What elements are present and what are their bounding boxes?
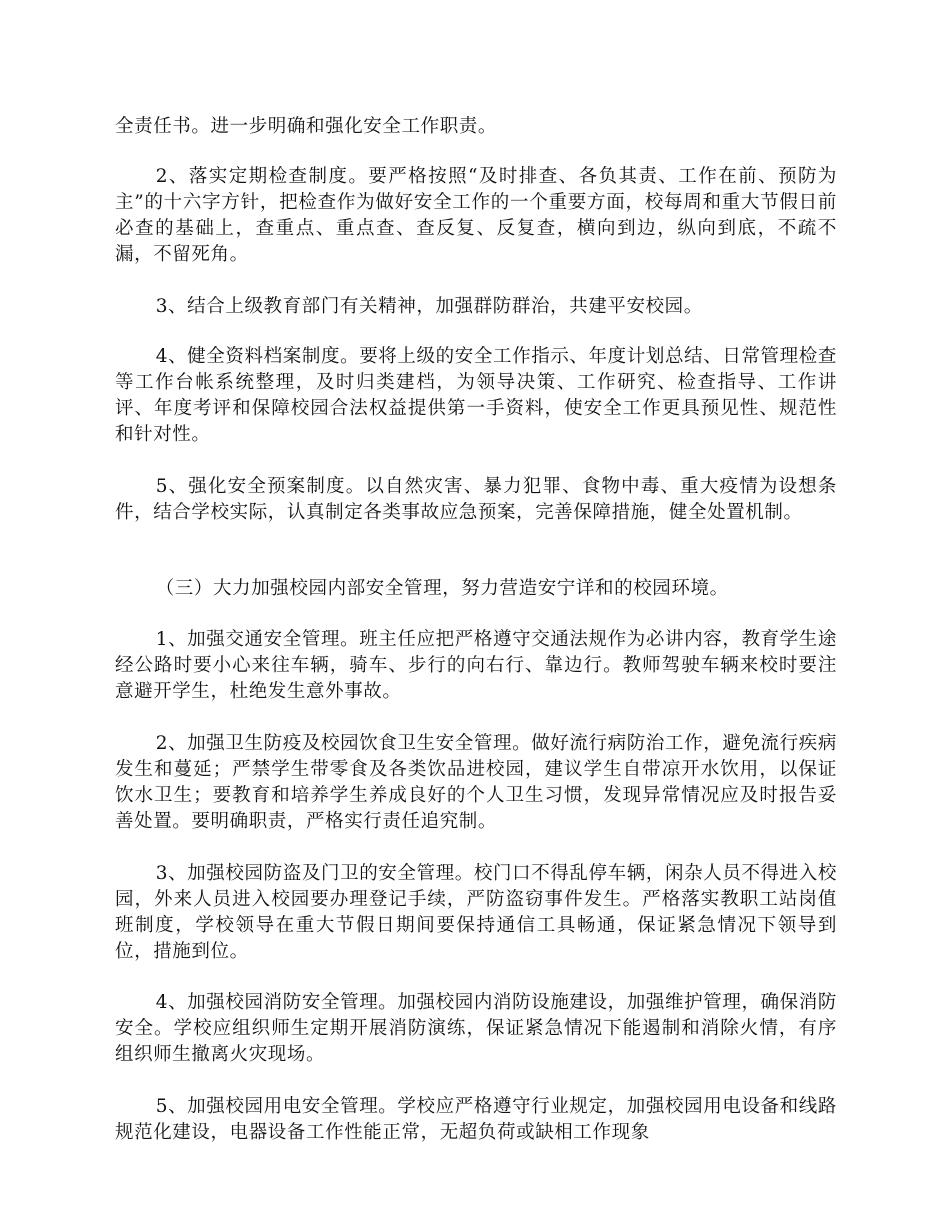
section-heading-3: （三）大力加强校园内部安全管理，努力营造安宁详和的校园环境。 bbox=[155, 578, 729, 599]
paragraph-item-5: 5、强化安全预案制度。以自然灾害、暴力犯罪、食物中毒、重大疫情为设想条件，结合学校实际，认真制定各类事故应急预案，完善保障措施，健全处置机制。 bbox=[115, 476, 837, 523]
paragraph-electric-safety: 5、加强校园用电安全管理。学校应严格遵守行业规定，加强校园用电设备和线路规范化建设，电器设备工作性能正常，无超负荷或缺相工作现象 bbox=[115, 1096, 837, 1143]
paragraph-item-2: 2、落实定期检查制度。要严格按照“及时排查、各负其责、工作在前、预防为主”的十六字方针，把检查作为做好安全工作的一个重要方面，校每周和重大节假日前必查的基础上，查重点、重点查、查反复、反复查，横向到边，纵向到底，不疏不漏，不留死角。 bbox=[115, 166, 837, 265]
paragraph-item-3: 3、结合上级教育部门有关精神，加强群防群治，共建平安校园。 bbox=[155, 296, 703, 317]
paragraph-fire-safety: 4、加强校园消防安全管理。加强校园内消防设施建设，加强维护管理，确保消防安全。学校应组织师生定期开展消防演练，保证紧急情况下能遏制和消除火情，有序组织师生撤离火灾现场。 bbox=[115, 992, 837, 1065]
paragraph-health-safety: 2、加强卫生防疫及校园饮食卫生安全管理。做好流行病防治工作，避免流行疾病发生和蔓延；严禁学生带零食及各类饮品进校园，建议学生自带凉开水饮用，以保证饮水卫生；要教育和培养学生养成良好的个人卫生习惯，发现异常情况应及时报告妥善处置。要明确职责，严格实行责任追究制。 bbox=[115, 733, 837, 832]
paragraph-item-4: 4、健全资料档案制度。要将上级的安全工作指示、年度计划总结、日常管理检查等工作台帐系统整理，及时归类建档，为领导决策、工作研究、检查指导、工作讲评、年度考评和保障校园合法权益提供第一手资料，使安全工作更具预见性、规范性和针对性。 bbox=[115, 346, 837, 445]
paragraph-theft-security: 3、加强校园防盗及门卫的安全管理。校门口不得乱停车辆，闲杂人员不得进入校园，外来人员进入校园要办理登记手续，严防盗窃事件发生。严格落实教职工站岗值班制度，学校领导在重大节假日期间要保持通信工具畅通，保证紧急情况下领导到位，措施到位。 bbox=[115, 863, 837, 962]
paragraph-traffic-safety: 1、加强交通安全管理。班主任应把严格遵守交通法规作为必讲内容，教育学生途经公路时要小心来往车辆，骑车、步行的向右行、靠边行。教师驾驶车辆来校时要注意避开学生，杜绝发生意外事故。 bbox=[115, 629, 837, 702]
paragraph-continuation: 全责任书。进一步明确和强化安全工作职责。 bbox=[115, 116, 498, 137]
